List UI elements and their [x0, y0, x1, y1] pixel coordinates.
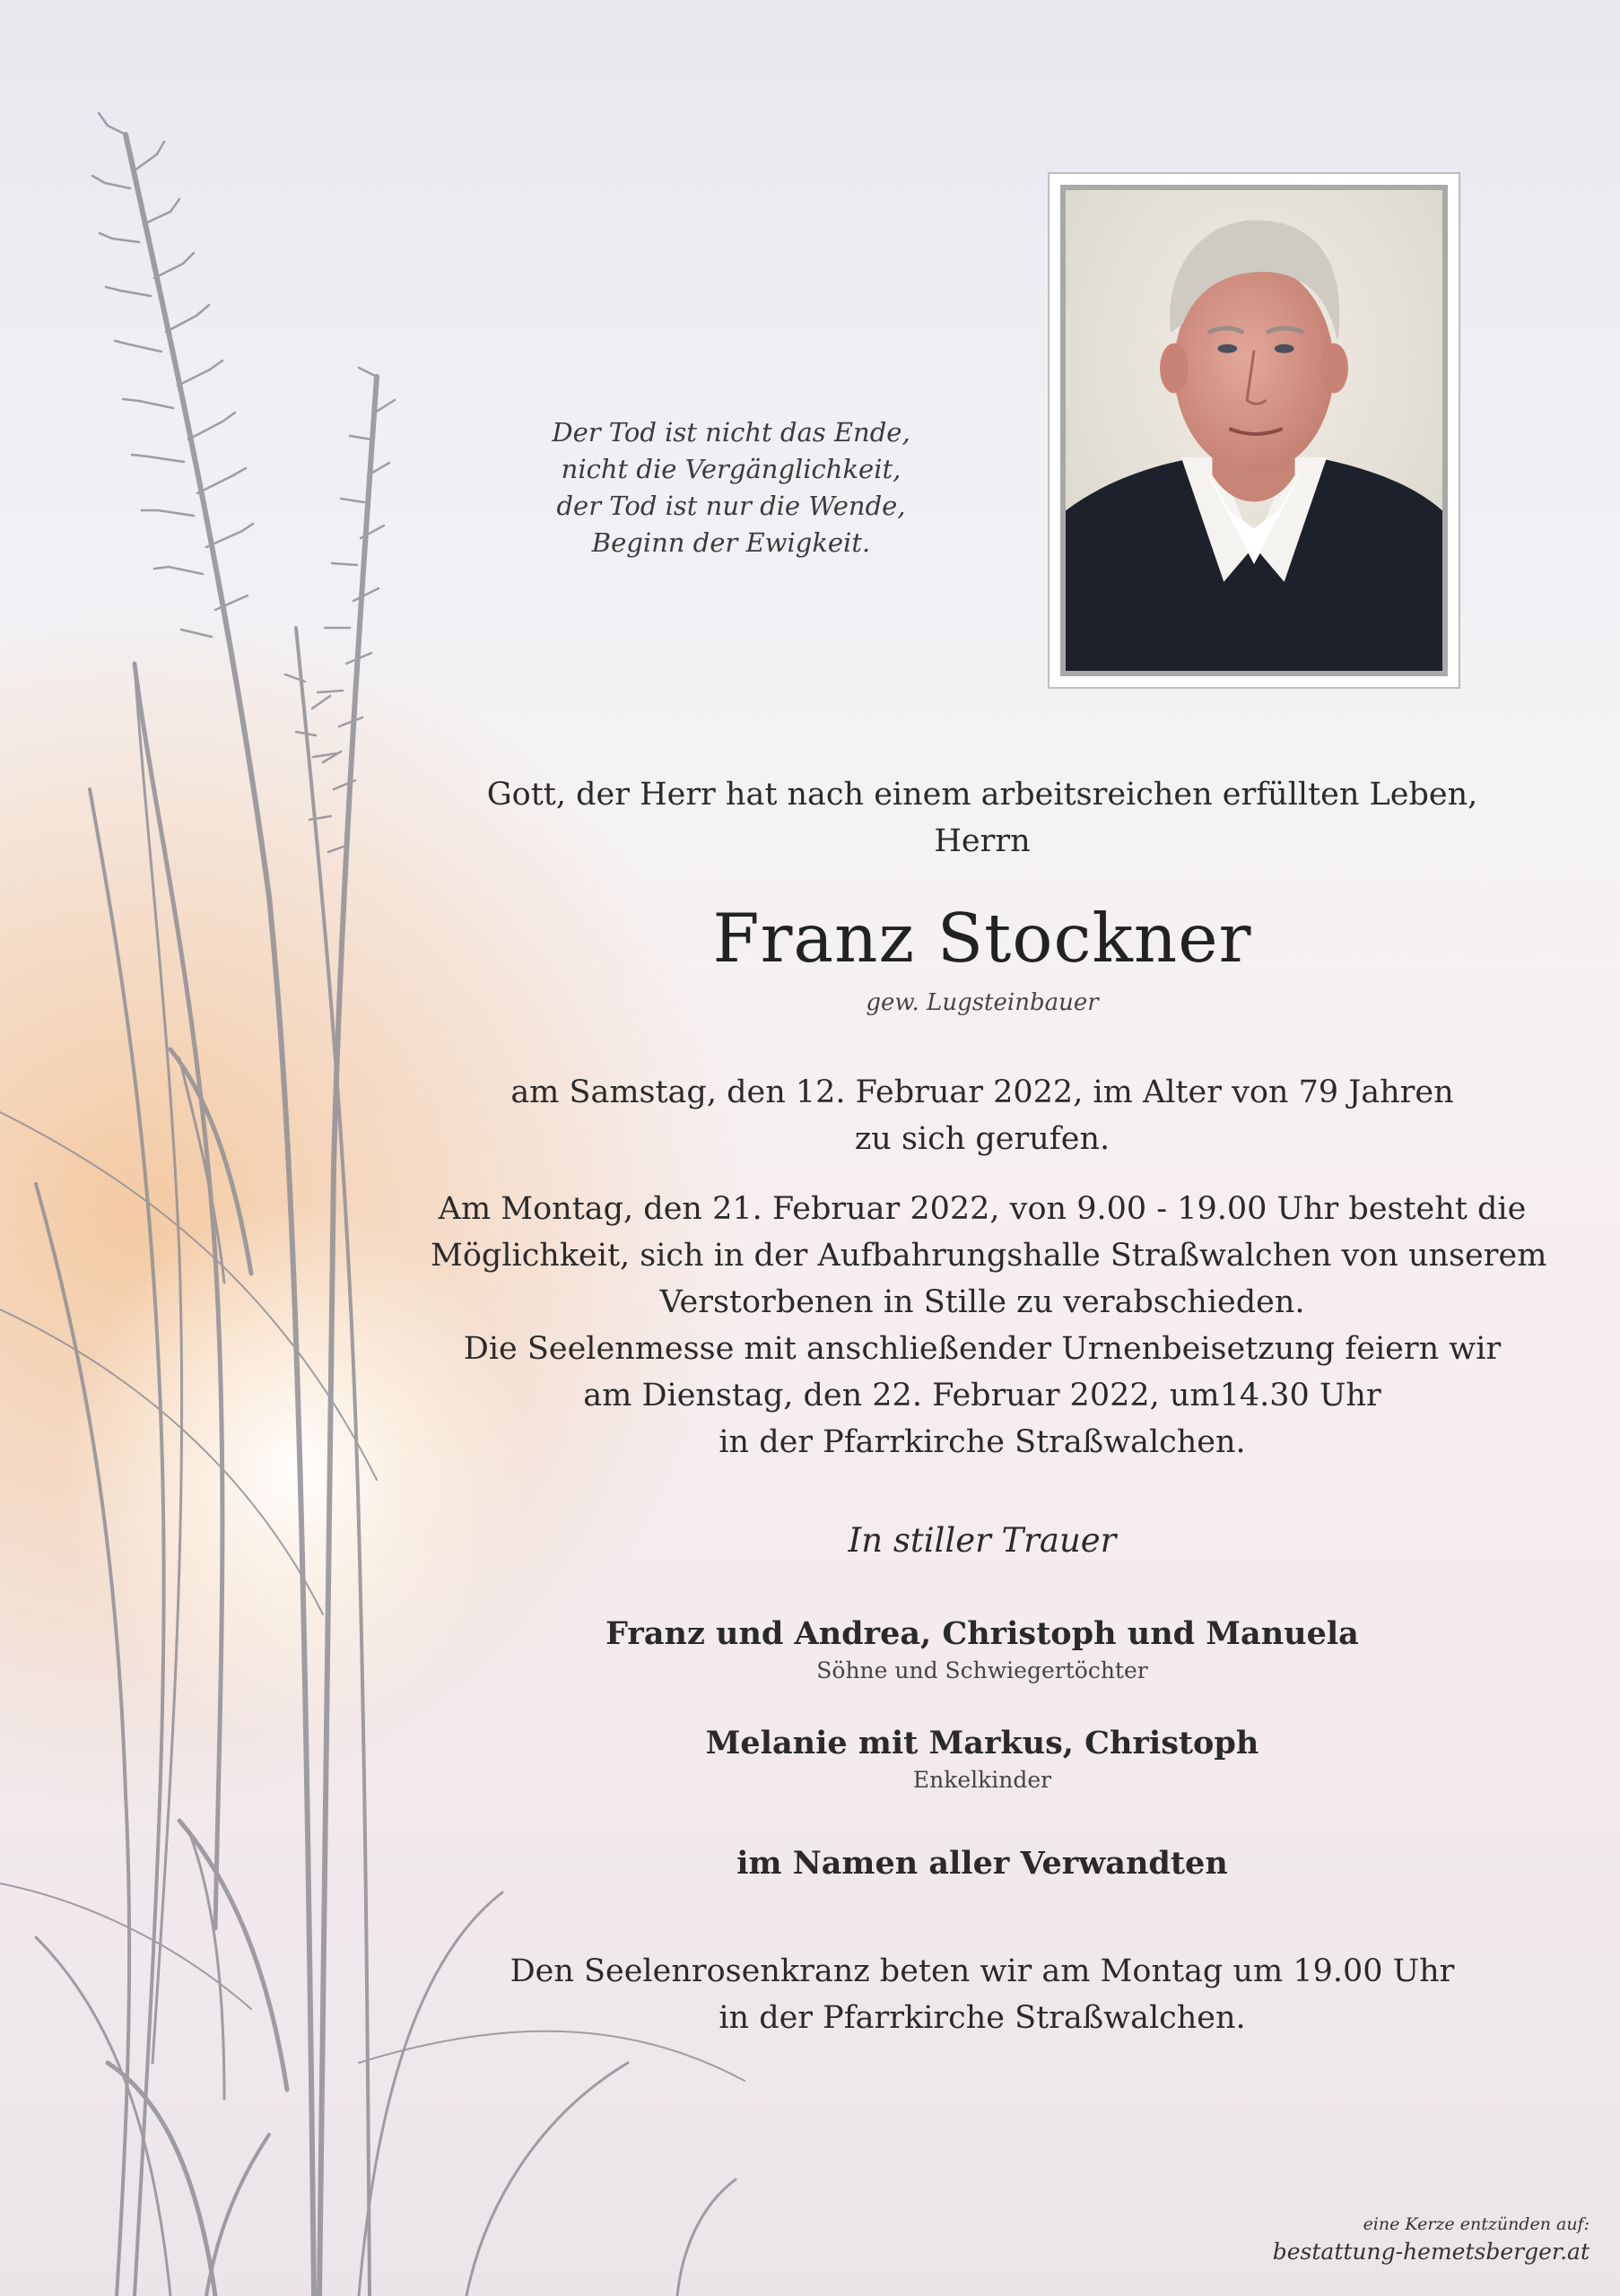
portrait-photo	[1060, 185, 1448, 676]
mourner-relation: Enkelkinder	[912, 1767, 1052, 1793]
deceased-subtitle: gew. Lugsteinbauer	[866, 989, 1099, 1016]
mourner-names: Franz und Andrea, Christoph und Manuela	[605, 1615, 1359, 1652]
website-link[interactable]: bestattung-hemetsberger.at	[1272, 2239, 1590, 2265]
details-line: Verstorbenen in Stille zu verabschieden.	[659, 1284, 1305, 1320]
quote-line: der Tod ist nur die Wende,	[556, 491, 906, 521]
details-line: Möglichkeit, sich in der Aufbahrungshalle Straßwalchen von unserem	[431, 1238, 1547, 1274]
footer	[1273, 2212, 1590, 2267]
rosary-notice	[431, 1948, 1534, 2041]
quote-line: nicht die Vergänglichkeit,	[561, 454, 901, 484]
mourning-heading: In stiller Trauer	[848, 1521, 1117, 1560]
death-line: am Samstag, den 12. Februar 2022, im Alter von 79 Jahren	[510, 1074, 1454, 1110]
details-line: am Dienstag, den 22. Februar 2022, um14.30 Uhr	[583, 1378, 1381, 1413]
mourner-relation: Söhne und Schwiegertöchter	[816, 1657, 1148, 1683]
mourner-group	[431, 1613, 1534, 1686]
rosary-line: in der Pfarrkirche Straßwalchen.	[719, 2000, 1246, 2036]
intro-text	[431, 771, 1534, 865]
memorial-quote	[466, 414, 996, 561]
details-line: in der Pfarrkirche Straßwalchen.	[719, 1424, 1246, 1460]
mourner-group	[431, 1722, 1534, 1796]
intro-line: Gott, der Herr hat nach einem arbeitsreichen erfüllten Leben,	[486, 777, 1478, 813]
quote-line: Der Tod ist nicht das Ende,	[552, 417, 910, 448]
death-line: zu sich gerufen.	[854, 1121, 1110, 1157]
rosary-line: Den Seelenrosenkranz beten wir am Montag um 19.00 Uhr	[510, 1953, 1455, 1989]
candle-prompt: eine Kerze entzünden auf:	[1363, 2214, 1590, 2234]
deceased-name: Franz Stockner	[712, 899, 1252, 978]
all-relatives: im Namen aller Verwandten	[736, 1845, 1228, 1882]
details-line: Am Montag, den 21. Februar 2022, von 9.00 - 19.00 Uhr besteht die	[438, 1191, 1527, 1227]
intro-line: Herrn	[934, 823, 1031, 859]
mourner-names: Melanie mit Markus, Christoph	[705, 1725, 1259, 1761]
quote-line: Beginn der Ewigkeit.	[591, 527, 871, 558]
funeral-details	[431, 1186, 1547, 1465]
death-notice	[431, 1069, 1534, 1162]
portrait-photo-frame	[1048, 172, 1460, 689]
details-line: Die Seelenmesse mit anschließender Urnenbeisetzung feiern wir	[463, 1331, 1502, 1367]
